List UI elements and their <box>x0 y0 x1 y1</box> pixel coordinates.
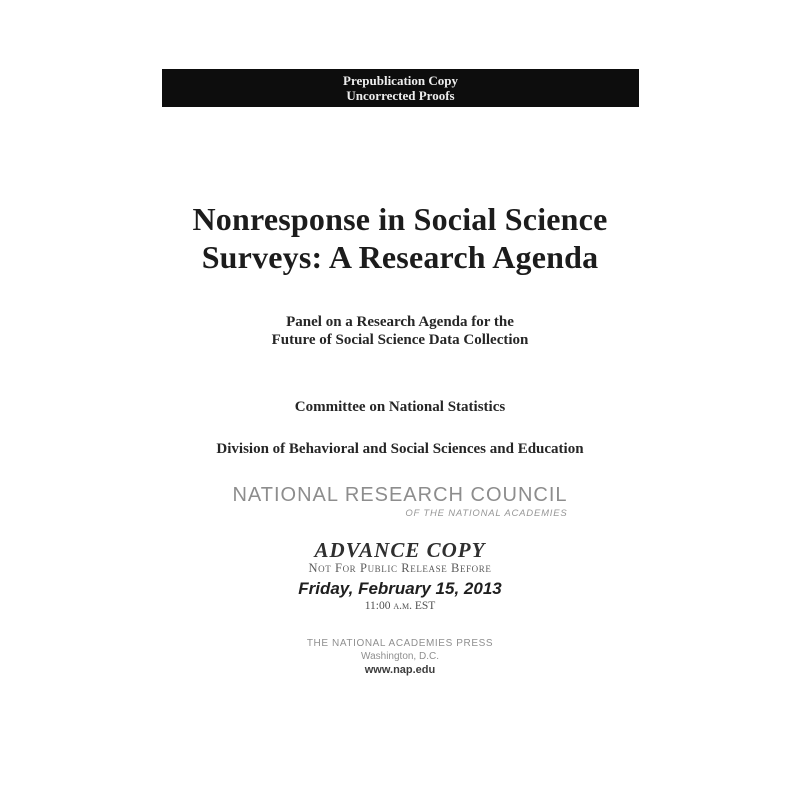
national-research-council-wordmark <box>0 484 800 521</box>
press-website-url: www.nap.edu <box>364 664 436 676</box>
committee-name: Committee on National Statistics <box>294 399 506 415</box>
banner-line-2: Uncorrected Proofs <box>346 88 455 103</box>
panel-name-line-2: Future of Social Science Data Collection <box>271 332 529 348</box>
press-name: THE NATIONAL ACADEMIES PRESS <box>306 638 494 649</box>
book-title <box>0 200 800 276</box>
division-name: Division of Behavioral and Social Sciences and Education <box>216 441 584 457</box>
panel-name-line-1: Panel on a Research Agenda for the <box>286 314 514 330</box>
advance-copy-heading: ADVANCE COPY <box>314 538 486 562</box>
release-restriction-note: Not For Public Release Before <box>308 561 492 575</box>
release-time: 11:00 a.m. EST <box>364 600 436 612</box>
panel-name <box>0 313 800 349</box>
nrc-wordmark-text: NATIONAL RESEARCH COUNCIL <box>232 484 568 506</box>
press-location: Washington, D.C. <box>361 651 439 662</box>
release-date: Friday, February 15, 2013 <box>298 579 502 598</box>
prepublication-banner <box>162 69 639 107</box>
book-title-line-2: Surveys: A Research Agenda <box>201 239 599 275</box>
nrc-wordmark-subtext: OF THE NATIONAL ACADEMIES <box>405 508 568 519</box>
banner-line-1: Prepublication Copy <box>343 73 458 88</box>
book-title-line-1: Nonresponse in Social Science <box>192 201 608 237</box>
